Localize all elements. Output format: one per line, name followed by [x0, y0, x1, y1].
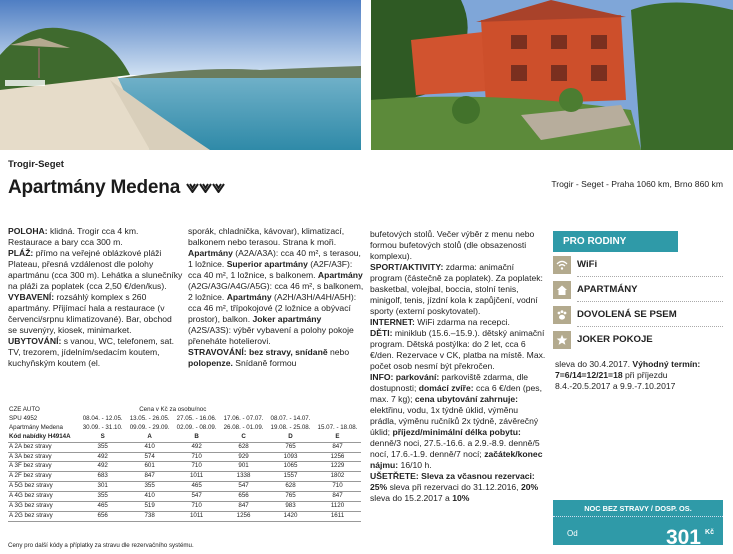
table-row: A 2G bez stravy 656 738 1011 1256 1420 1611 — [8, 511, 361, 521]
price-table-note: Ceny pro další kódy a příplatky za stravu dle rezervačního systému. — [8, 542, 194, 549]
beach-paragraph: PLÁŽ: přímo na veřejné oblázkové pláži Plateau, přesná vzdálenost dle polohy apartmánu (cca 300 m). Lehátka a slunečníky na pláži za poplatek (cca 2,50 €/den/kus). — [8, 248, 183, 291]
route-distance: Trogir - Seget - Praha 1060 km, Brno 860 km — [551, 179, 723, 189]
savings-paragraph: UŠETŘETE: Sleva za včasnou rezervaci: 25% sleva při rezervaci do 31.12.2016, 20% sleva do 15.2.2017 a 10% — [370, 471, 539, 503]
feature-joker: JOKER POKOJE — [553, 328, 723, 351]
table-caption-row: CZE AUTO Cena v Kč za osobu/noc — [9, 406, 207, 413]
board-paragraph: STRAVOVÁNÍ: bez stravy, snídaně nebo polopenze. Snídaně formou — [188, 347, 350, 368]
price-box-title: NOC BEZ STRAVY / DOSP. OS. — [553, 500, 723, 517]
price-currency: Kč — [705, 529, 714, 536]
rating-mark-icon — [186, 182, 199, 193]
location-paragraph: POLOHA: klidná. Trogir cca 4 km. Restaurace a bary cca 300 m. — [8, 226, 139, 247]
table-row: A 5G bez stravy 301 355 465 547 628 710 — [8, 482, 361, 492]
house-icon — [553, 281, 571, 299]
table-row: A 4G bez stravy 355 410 547 656 765 847 — [8, 492, 361, 502]
table-row: A 3F bez stravy 492 601 710 901 1065 1229 — [8, 462, 361, 472]
paw-icon — [553, 306, 571, 324]
location-label: Trogir-Seget — [8, 159, 64, 170]
table-header-row: Kód nabídky H4914A S A B C D E — [8, 433, 361, 442]
rooms-paragraph: sporák, chladnička, kávovar), klimatizací, balkonem nebo terasou. Strana k moři. Apartmány (A2A/A3A): cca 40 m², s terasou, 1 ložnice. Superior apartmány (A2F/A3F): cca 40 m², 1 ložnice, s balkonem. Apartmány (A2G/A3G/A4G/A5G): cca 46 m², s balkonem, 2 ložnice. Apartmány (A2H/A3H/A4H/A5H): cca 46 m², třípokojové (2 ložnice a obývací prostor), balkon. Joker apartmány (A2S/A3S): výběr vybavení a polohy pokoje přeneháte hotelierovi. — [188, 226, 364, 346]
price-box — [553, 500, 723, 549]
wifi-icon — [553, 256, 571, 274]
feature-divider — [577, 326, 723, 327]
description-column-2 — [188, 226, 364, 369]
description-column-1 — [8, 226, 183, 369]
table-row: A 2F bez stravy 683 847 1011 1338 1557 1802 — [8, 472, 361, 482]
description-column-3 — [370, 229, 546, 504]
table-row: A 2A bez stravy 355 410 492 628 765 847 — [8, 442, 361, 452]
board-continued: bufetových stolů. Večer výběr z menu nebo formou bufetových stolů (dle obsazenosti komplexu). — [370, 229, 535, 261]
table-row: A 3G bez stravy 465 519 710 847 983 1120 — [8, 502, 361, 512]
hotel-title: Apartmány Medena — [8, 177, 181, 198]
table-row: A 3A bez stravy 492 574 710 929 1093 1256 — [8, 452, 361, 462]
sport-paragraph: SPORT/AKTIVITY: zdarma: animační program (částečně za poplatek). Za poplatek: basketbal, volejbal, boccia, stolní tenis, minigolf, tenis, jízdní kola k zapůjčení, vodní sporty (externí poskytovatel). — [370, 262, 543, 316]
price-table — [8, 406, 361, 522]
info-paragraph: INFO: parkování: parkoviště zdarma, dle dostupnosti; domácí zvíře: cca 6 €/den (pes, max. 7 kg); cena ubytování zahrnuje: elektřinu, vodu, 1x týdně úklid, výměnu prádla, výměnu ručníků 2x týdně, závěrečný úklid; příjezd/minimální délka pobytu: denně/3 noci, 27.5.-16.6. a 2.9.-8.9. denně/5 nocí, 17.6.-1.9. denně/7 nocí; začátek/konec nájmu: 16/10 h. — [370, 372, 543, 470]
price-from-label: Od — [567, 529, 578, 538]
rating-mark-icon — [212, 182, 225, 193]
feature-divider — [577, 301, 723, 302]
title-row — [8, 177, 225, 198]
beach-photo — [0, 0, 361, 150]
rating-mark-icon — [199, 182, 212, 193]
facilities-paragraph: VYBAVENÍ: rozsáhlý komplex s 260 apartmány. Přijímací hala a restaurace (v červenci/srpnu klimatizované). Bar, obchod se suvenýry, kiosek, minimarket. — [8, 292, 172, 335]
table-dates-row-2: Apartmány Medena 30.09. - 31.10. 09.09. - 29.09. 02.09. - 08.09. 26.08. - 01.09. 19.08. - 25.08. 15.07. - 18.08. — [9, 423, 358, 431]
rating-stars — [186, 182, 225, 193]
kids-paragraph: DĚTI: miniklub (15.6.–15.9.). dětský animační program. Dětská postýlka: do 2 let, cca 6 €/den. Rezervace v CK, platba na místě. Max. počet osob nesmí být překročen. — [370, 328, 546, 371]
promo-text: sleva do 30.4.2017. Výhodný termín: 7=6/14=12/21=18 při příjezdu 8.4.-20.5.2017 a 9.9.-7.10.2017 — [555, 359, 701, 391]
feature-divider — [577, 276, 723, 277]
price-value: 301 — [665, 526, 701, 549]
features-header: PRO RODINY — [553, 231, 678, 252]
accommodation-paragraph: UBYTOVÁNÍ: s vanou, WC, telefonem, sat. TV, trezorem, jídelním/sedacím koutem, kuchyňským koutem (el. — [8, 336, 175, 368]
feature-apartments: APARTMÁNY — [553, 278, 723, 301]
features-panel — [553, 231, 723, 351]
star-icon — [553, 331, 571, 349]
feature-wifi: WiFi — [553, 253, 723, 276]
apartments-photo — [371, 0, 733, 150]
table-dates-row-1: SPU 4952 08.04. - 12.05. 13.05. - 26.05. 27.05. - 16.06. 17.06. - 07.07. 08.07. - 14.07. — [9, 414, 311, 422]
feature-pets: DOVOLENÁ SE PSEM — [553, 303, 723, 326]
internet-paragraph: INTERNET: WiFi zdarma na recepci. — [370, 317, 510, 327]
